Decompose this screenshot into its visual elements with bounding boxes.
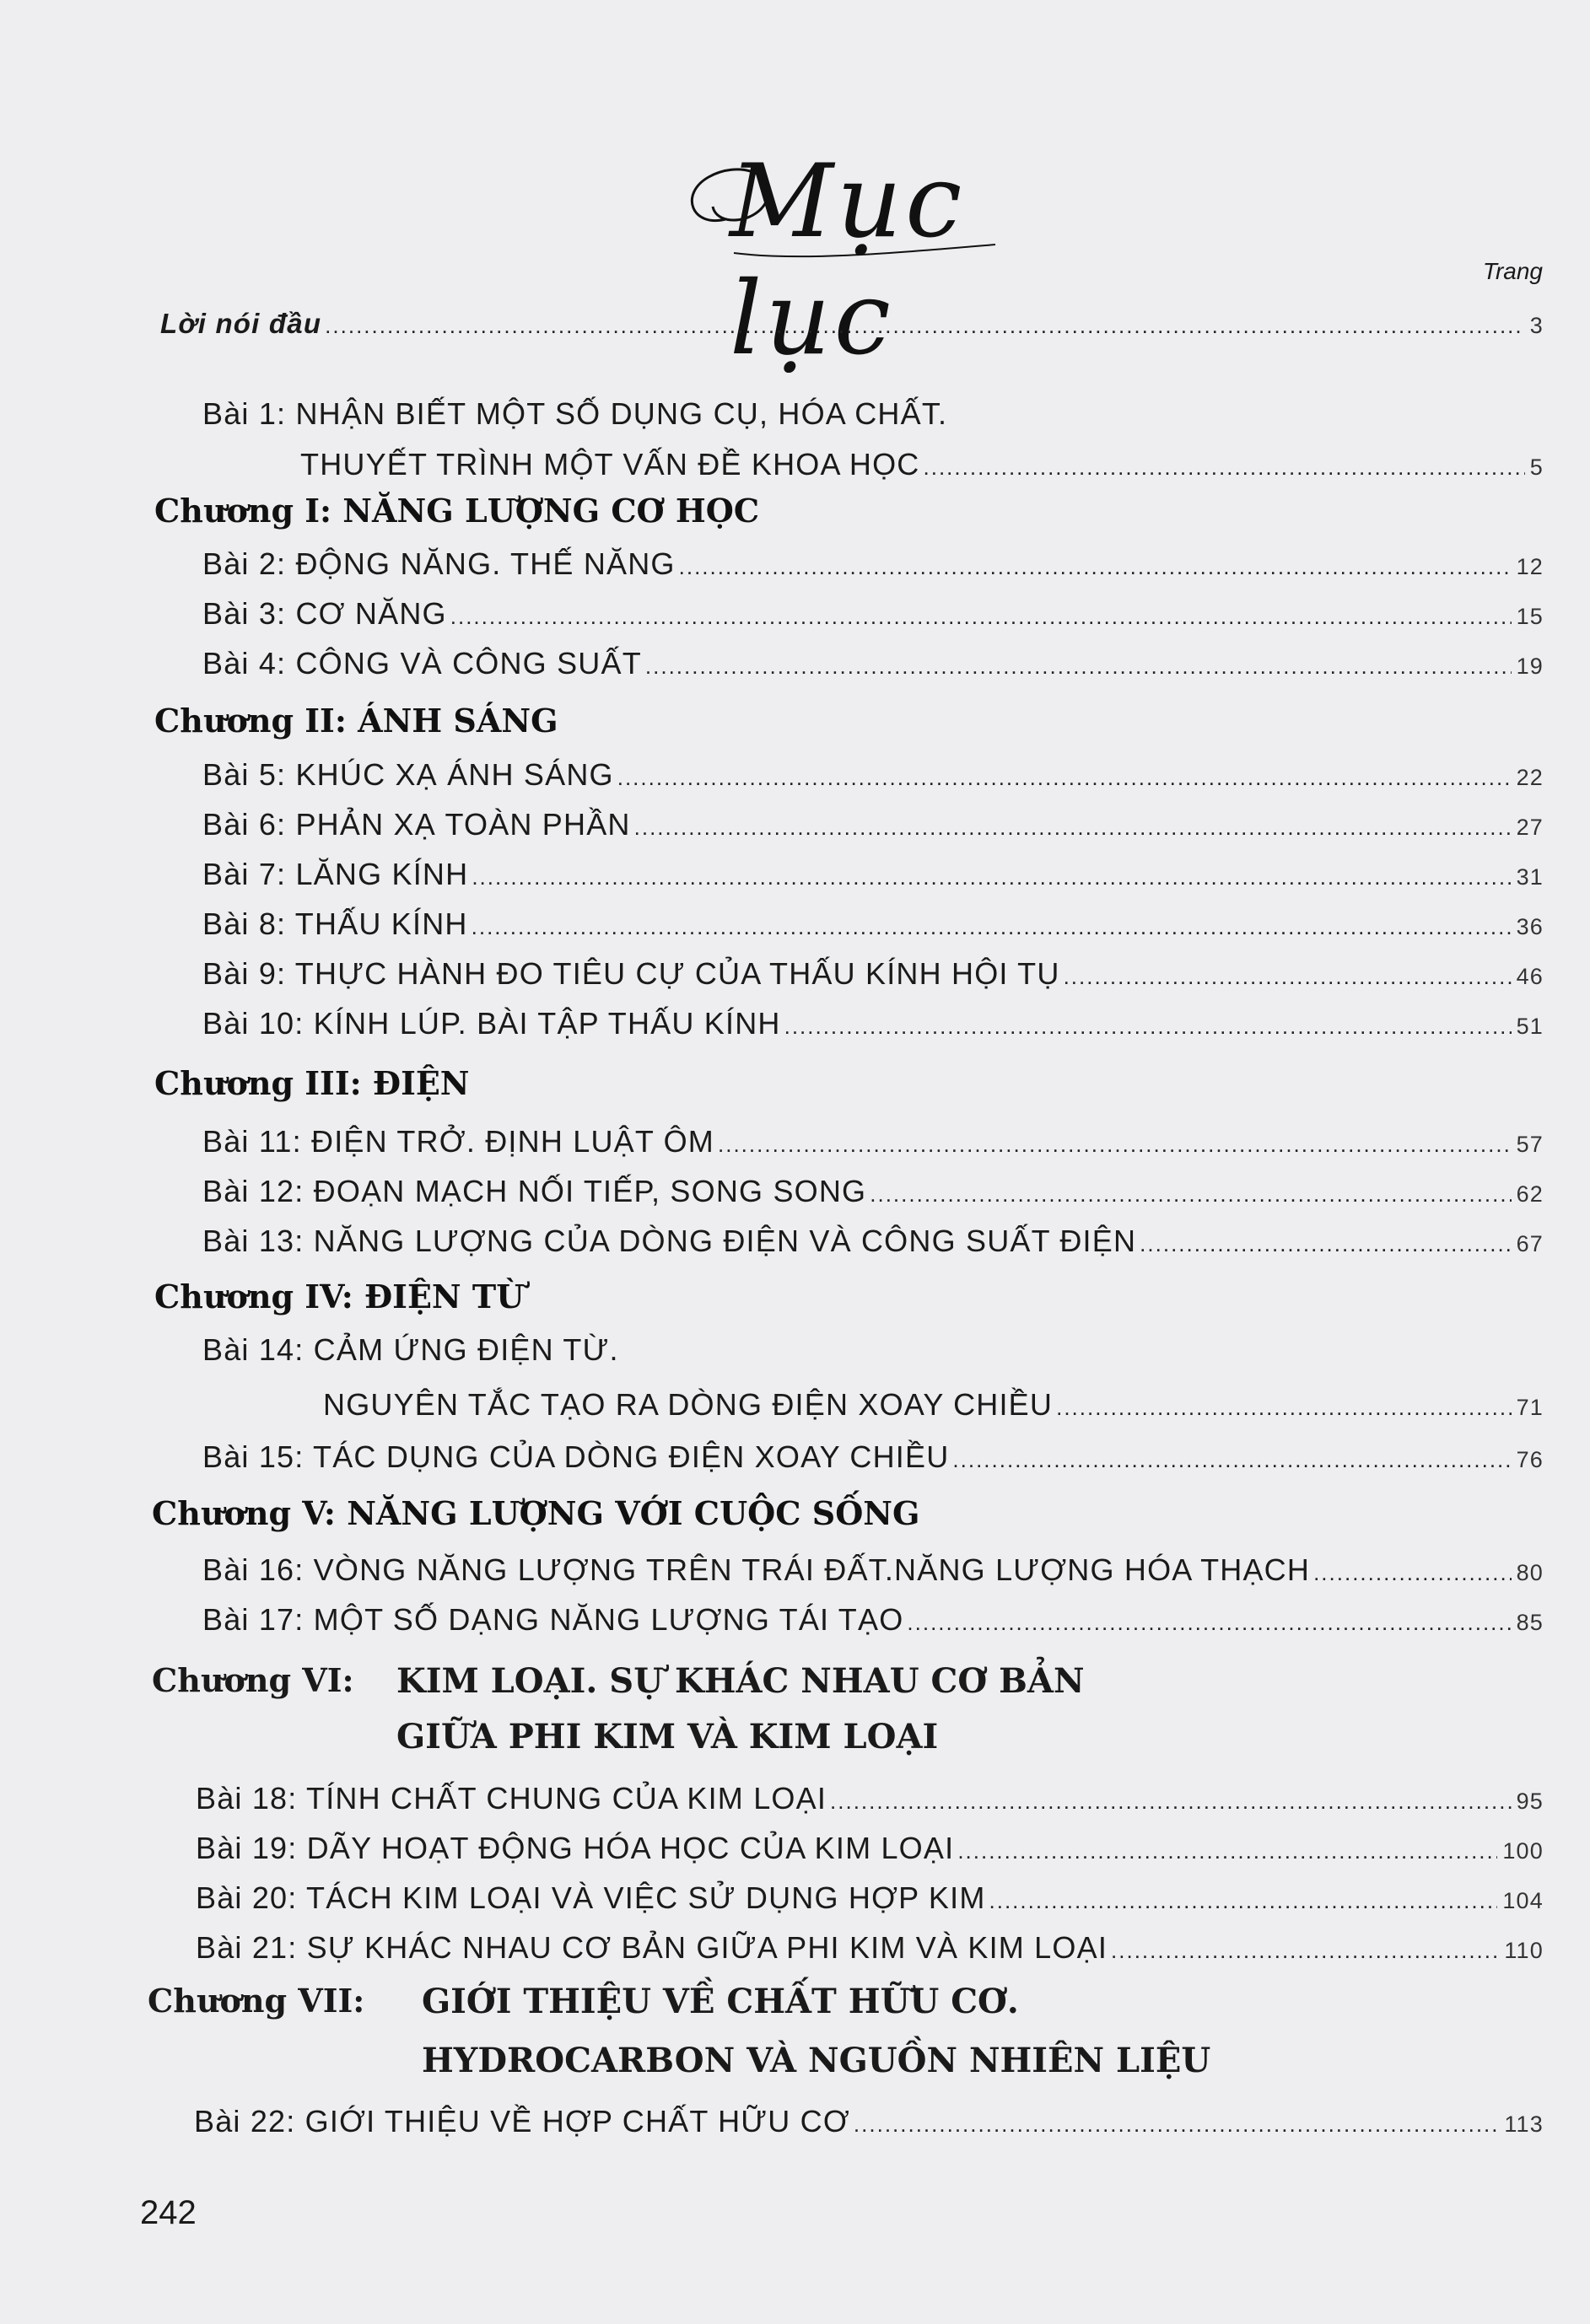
leader-dots [450, 604, 1512, 630]
leader-dots [617, 765, 1512, 791]
leader-dots [1056, 1395, 1511, 1421]
entry-page: 76 [1516, 1447, 1544, 1472]
toc-entry[interactable] [202, 1439, 1544, 1475]
entry-label: Bài 6: PHẢN XẠ TOÀN PHẦN [202, 807, 631, 842]
leader-dots [957, 1838, 1497, 1864]
toc-entry[interactable] [202, 906, 1544, 942]
toc-entry[interactable] [202, 807, 1544, 842]
toc-entry[interactable] [202, 1006, 1544, 1041]
leader-dots [830, 1789, 1512, 1815]
leader-dots [870, 1181, 1511, 1208]
entry-page: 5 [1529, 455, 1544, 480]
entry-page: 22 [1516, 765, 1544, 790]
chapter-title-line2[interactable]: HYDROCARBON VÀ NGUỒN NHIÊN LIỆU [422, 2041, 1211, 2080]
chapter-heading[interactable]: Chương IV: ĐIỆN TỪ [154, 1278, 525, 1315]
entry-label: Bài 4: CÔNG VÀ CÔNG SUẤT [202, 646, 642, 681]
leader-dots [1140, 1231, 1511, 1257]
toc-entry[interactable] [202, 596, 1544, 632]
leader-dots [472, 864, 1511, 890]
entry-label: Bài 17: MỘT SỐ DẠNG NĂNG LƯỢNG TÁI TẠO [202, 1602, 904, 1637]
chapter-title-line1[interactable]: KIM LOẠI. SỰ KHÁC NHAU CƠ BẢN [396, 1661, 1085, 1701]
leader-dots [1111, 1938, 1499, 1964]
toc-entry-lesson1[interactable] [300, 447, 1544, 482]
leader-dots [924, 455, 1525, 481]
toc-entry[interactable] [196, 1781, 1544, 1816]
entry-page: 19 [1516, 654, 1544, 679]
entry-label: Bài 20: TÁCH KIM LOẠI VÀ VIỆC SỬ DỤNG HỢP KIM [196, 1880, 986, 1915]
chapter-heading[interactable]: Chương V: NĂNG LƯỢNG VỚI CUỘC SỐNG [152, 1494, 920, 1532]
entry-page: 67 [1516, 1231, 1544, 1256]
toc-entry-intro[interactable] [160, 308, 1544, 340]
chapter-label[interactable]: Chương VI: [152, 1661, 354, 1699]
chapter-title-line2[interactable]: GIỮA PHI KIM VÀ KIM LOẠI [396, 1717, 939, 1756]
leader-dots [784, 1014, 1512, 1040]
toc-entry[interactable] [196, 1930, 1544, 1966]
leader-dots [472, 914, 1512, 940]
page-number: 242 [140, 2194, 197, 2231]
toc-entry[interactable] [202, 956, 1544, 992]
entry-page: 62 [1516, 1181, 1544, 1207]
entry-page: 31 [1516, 864, 1544, 890]
toc-entry[interactable] [202, 1124, 1544, 1159]
entry-page: 27 [1516, 815, 1544, 840]
entry-page: 36 [1516, 914, 1544, 939]
leader-dots [325, 313, 1525, 339]
entry-label: Bài 7: LĂNG KÍNH [202, 857, 469, 891]
entry-page: 85 [1516, 1610, 1544, 1635]
leader-dots [1313, 1560, 1511, 1586]
entry-label: Bài 22: GIỚI THIỆU VỀ HỢP CHẤT HỮU CƠ [194, 2104, 850, 2138]
toc-entry[interactable] [202, 757, 1544, 793]
entry-label: Bài 21: SỰ KHÁC NHAU CƠ BẢN GIỮA PHI KIM VÀ KIM LOẠI [196, 1930, 1108, 1965]
toc-entry[interactable] [194, 2104, 1544, 2139]
entry-label: Bài 10: KÍNH LÚP. BÀI TẬP THẤU KÍNH [202, 1006, 781, 1041]
leader-dots [645, 654, 1512, 680]
entry-label: Bài 13: NĂNG LƯỢNG CỦA DÒNG ĐIỆN VÀ CÔNG SUẤT ĐIỆN [202, 1224, 1137, 1258]
leader-dots [907, 1610, 1511, 1636]
entry-page: 113 [1504, 2112, 1544, 2137]
entry-label: THUYẾT TRÌNH MỘT VẤN ĐỀ KHOA HỌC [300, 447, 920, 481]
entry-page: 57 [1516, 1132, 1544, 1157]
chapter-heading[interactable]: Chương III: ĐIỆN [154, 1064, 470, 1102]
leader-dots [634, 815, 1512, 841]
entry-label: NGUYÊN TẮC TẠO RA DÒNG ĐIỆN XOAY CHIỀU [323, 1387, 1054, 1422]
toc-title-text: Mục lục [730, 143, 966, 378]
chapter-heading[interactable]: Chương I: NĂNG LƯỢNG CƠ HỌC [154, 492, 760, 530]
chapter-title-line1[interactable]: GIỚI THIỆU VỀ CHẤT HỮU CƠ. [422, 1982, 1019, 2021]
entry-label: Bài 5: KHÚC XẠ ÁNH SÁNG [202, 757, 614, 792]
entry-page: 104 [1502, 1888, 1544, 1913]
leader-dots [718, 1132, 1512, 1158]
entry-page: 46 [1516, 964, 1544, 989]
toc-title [675, 126, 1029, 378]
entry-page: 15 [1516, 604, 1544, 629]
chapter-label[interactable]: Chương VII: [148, 1982, 365, 2020]
leader-dots [952, 1447, 1511, 1473]
toc-entry-lesson14-line1[interactable]: Bài 14: CẢM ỨNG ĐIỆN TỪ. [202, 1332, 619, 1367]
chapter-heading[interactable]: Chương II: ÁNH SÁNG [154, 702, 558, 740]
toc-entry[interactable] [323, 1387, 1544, 1423]
toc-entry[interactable] [202, 646, 1544, 681]
entry-page: 3 [1529, 313, 1544, 338]
entry-page: 80 [1516, 1560, 1544, 1585]
toc-entry-lesson1-line1[interactable]: Bài 1: NHẬN BIẾT MỘT SỐ DỤNG CỤ, HÓA CHẤT. [202, 396, 948, 431]
entry-label: Bài 8: THẤU KÍNH [202, 906, 468, 941]
toc-entry[interactable] [202, 1174, 1544, 1209]
entry-page: 51 [1516, 1014, 1544, 1039]
toc-entry[interactable] [202, 1224, 1544, 1259]
entry-label: Bài 11: ĐIỆN TRỞ. ĐỊNH LUẬT ÔM [202, 1124, 714, 1159]
toc-entry[interactable] [202, 1602, 1544, 1638]
entry-label: Bài 2: ĐỘNG NĂNG. THẾ NĂNG [202, 546, 676, 581]
entry-label: Bài 3: CƠ NĂNG [202, 596, 447, 631]
page-column-label: Trang [1482, 258, 1543, 284]
entry-label: Bài 19: DÃY HOẠT ĐỘNG HÓA HỌC CỦA KIM LOẠI [196, 1831, 955, 1865]
leader-dots [989, 1888, 1498, 1914]
toc-entry[interactable] [196, 1880, 1544, 1916]
entry-label: Bài 12: ĐOẠN MẠCH NỐI TIẾP, SONG SONG [202, 1174, 867, 1208]
entry-page: 100 [1502, 1838, 1544, 1864]
entry-label: Lời nói đầu [160, 308, 322, 339]
toc-entry[interactable] [202, 1552, 1544, 1588]
leader-dots [679, 554, 1512, 580]
leader-dots [854, 2112, 1499, 2138]
entry-label: Bài 15: TÁC DỤNG CỦA DÒNG ĐIỆN XOAY CHIỀU [202, 1439, 950, 1474]
entry-label: Bài 9: THỰC HÀNH ĐO TIÊU CỰ CỦA THẤU KÍNH HỘI TỤ [202, 956, 1060, 991]
entry-page: 95 [1516, 1789, 1544, 1814]
toc-entry[interactable] [196, 1831, 1544, 1866]
toc-entry[interactable] [202, 546, 1544, 582]
leader-dots [1064, 964, 1512, 990]
entry-page: 110 [1504, 1938, 1544, 1963]
entry-label: Bài 18: TÍNH CHẤT CHUNG CỦA KIM LOẠI [196, 1781, 827, 1816]
entry-page: 71 [1516, 1395, 1544, 1420]
entry-label: Bài 16: VÒNG NĂNG LƯỢNG TRÊN TRÁI ĐẤT.NĂNG LƯỢNG HÓA THẠCH [202, 1552, 1311, 1587]
entry-page: 12 [1516, 554, 1544, 579]
toc-entry[interactable] [202, 857, 1544, 892]
